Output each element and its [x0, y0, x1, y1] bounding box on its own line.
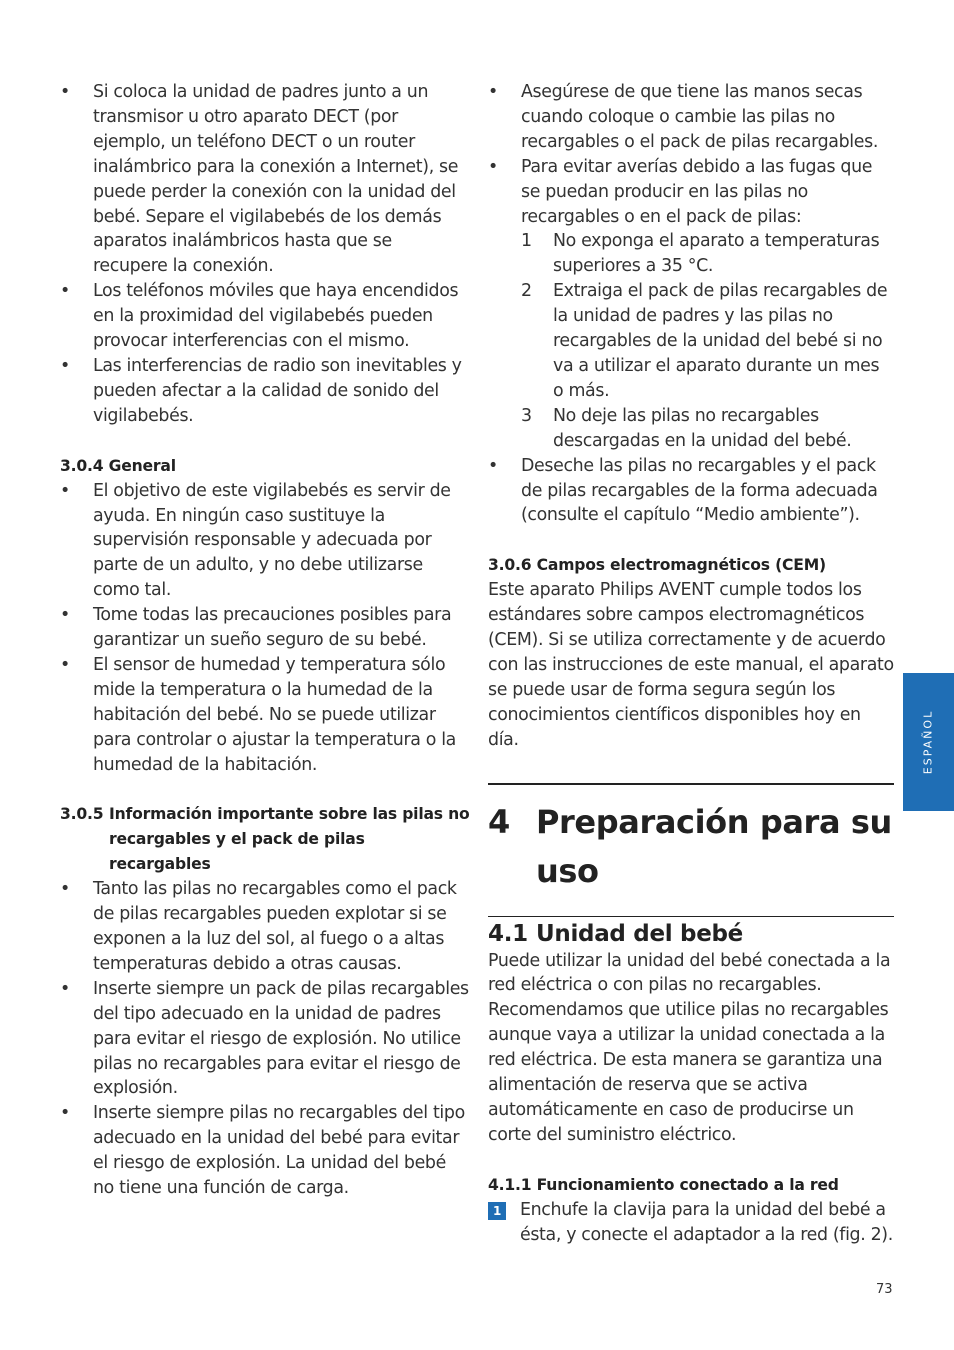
list-item: • El objetivo de este vigilabebés es servir de ayuda. En ningún caso sustituye la supervisión responsable y adecuada por parte de un adulto, y no debe utilizarse como tal. — [60, 480, 451, 601]
chapter-title: 4 Preparación para su uso — [488, 802, 892, 890]
batteries-heading: 3.0.5 Información importante sobre las pilas no recargables y el pack de pilas recargables — [60, 805, 470, 874]
step-number-badge: 1 — [488, 1202, 506, 1220]
emf-paragraph: Este aparato Philips AVENT cumple todos los estándares sobre campos electromagnéticos (CEM). Si se utiliza correctamente y de acuerdo con las instrucciones de este manual, el aparato se puede usar de forma segura según los conocimientos científicos disponibles hoy en día. — [488, 580, 894, 750]
numbered-item: 3 No deje las pilas no recargables descargadas en la unidad del bebé. — [521, 405, 852, 451]
intro-bullet-list — [60, 80, 470, 429]
battery-handling-bullet-list — [488, 80, 894, 528]
list-item: • Tanto las pilas no recargables como el pack de pilas recargables pueden explotar si se exponen a la luz del sol, al fuego o a altas temperaturas debido a otras causas. — [60, 879, 457, 974]
list-item: • Asegúrese de que tiene las manos secas cuando coloque o cambie las pilas no recargables o el pack de pilas recargables. — [488, 82, 879, 152]
chapter-divider — [488, 783, 894, 785]
step-item — [488, 1198, 894, 1248]
emf-heading: 3.0.6 Campos electromagnéticos (CEM) — [488, 556, 826, 575]
numbered-item: 1 No exponga el aparato a temperaturas superiores a 35 °C. — [521, 231, 880, 277]
list-item: • Inserte siempre pilas no recargables del tipo adecuado en la unidad del bebé para evitar el riesgo de explosión. La unidad del bebé no tiene una función de carga. — [60, 1103, 465, 1199]
list-item: • Si coloca la unidad de padres junto a un transmisor u otro aparato DECT (por ejemplo, un teléfono DECT o un router inalámbrico para la conexión a Internet), se puede perder la conexión con la unidad del bebé. Separe el vigilabebés de los demás aparatos inalámbricos hasta que se recupere la conexión. — [60, 82, 459, 277]
page-number: 73 — [876, 1282, 893, 1297]
mains-heading: 4.1.1 Funcionamiento conectado a la red — [488, 1175, 839, 1194]
right-column — [488, 80, 894, 1248]
section-title: 4.1 Unidad del bebé — [488, 920, 743, 947]
list-item: • Tome todas las precauciones posibles para garantizar un sueño seguro de su bebé. — [60, 605, 452, 651]
language-side-tab — [903, 673, 954, 811]
list-item: • Los teléfonos móviles que haya encendidos en la proximidad del vigilabebés pueden provocar interferencias con el mismo. — [60, 281, 459, 352]
numbered-item: 2 Extraiga el pack de pilas recargables de la unidad de padres y las pilas no recargables de la unidad del bebé si no va a utilizar el aparato durante un mes o más. — [521, 281, 888, 401]
section-divider — [488, 916, 894, 917]
left-column — [60, 80, 470, 1201]
list-item: • Deseche las pilas no recargables y el pack de pilas recargables de la forma adecuada (consulte el capítulo “Medio ambiente”). — [488, 455, 878, 526]
general-bullet-list — [60, 479, 470, 778]
list-item: • Inserte siempre un pack de pilas recargables del tipo adecuado en la unidad de padres para evitar el riesgo de explosión. No utilice pilas no recargables para evitar el riesgo de explosión. — [60, 978, 469, 1099]
general-heading: 3.0.4 General — [60, 456, 176, 475]
list-item: • El sensor de humedad y temperatura sólo mide la temperatura o la humedad de la habitación del bebé. No se puede utilizar para controlar o ajustar la temperatura o la humedad de la habitación. — [60, 654, 456, 775]
step-text: Enchufe la clavija para la unidad del bebé a ésta, y conecte el adaptador a la red (fig. 2). — [520, 1199, 893, 1245]
batteries-bullet-list — [60, 877, 470, 1201]
list-item: • Para evitar averías debido a las fugas que se puedan producir en las pilas no recargables o en el pack de pilas: 1 No exponga el aparato a temperaturas superiores a 35 °C. 2 Extraiga el pack de pilas recargables de la unidad de padres y las pilas no recargables de la unidad del bebé si no va a utilizar el aparato durante un mes o más. 3 No deje las pilas no recargables descargadas en la unidad del bebé. — [488, 155, 894, 454]
language-label: ESPAÑOL — [921, 709, 935, 775]
numbered-list — [521, 229, 894, 453]
list-item: • Las interferencias de radio son inevitables y pueden afectar a la calidad de sonido del vigilabebés. — [60, 355, 462, 426]
section-paragraph: Puede utilizar la unidad del bebé conectada a la red eléctrica o con pilas no recargables. Recomendamos que utilice pilas no recargables aunque vaya a utilizar la unidad conectada a la red eléctrica. De esta manera se garantiza una alimentación de reserva que se activa automáticamente en caso de producirse un corte del suministro eléctrico. — [488, 950, 891, 1145]
